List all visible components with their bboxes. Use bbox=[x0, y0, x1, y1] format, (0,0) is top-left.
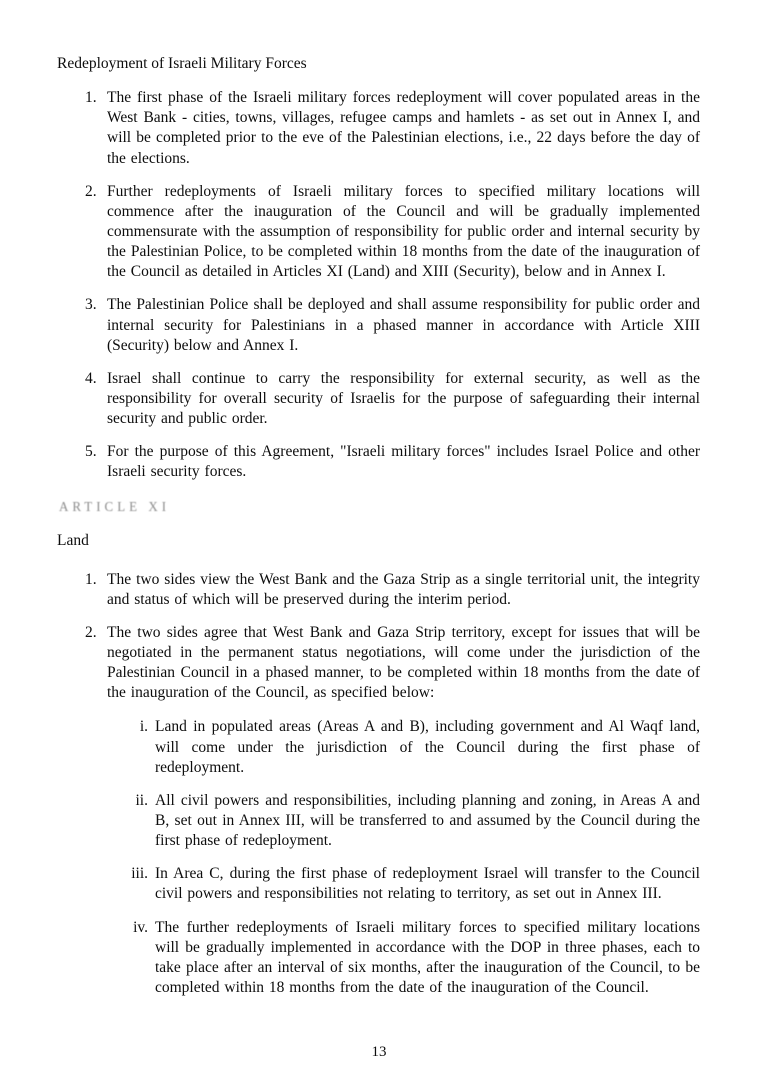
item-number: 1. bbox=[85, 570, 97, 588]
page-number: 13 bbox=[371, 1043, 387, 1060]
land-list bbox=[85, 570, 700, 1012]
item-body bbox=[107, 623, 700, 1011]
subitem-number: iv. bbox=[133, 918, 148, 936]
section-heading-redeployment: Redeployment of Israeli Military Forces bbox=[57, 55, 307, 72]
list-item bbox=[85, 88, 700, 169]
item-number: 2. bbox=[85, 182, 97, 200]
list-item bbox=[85, 623, 700, 1011]
land-sublist bbox=[131, 717, 700, 998]
item-text: The two sides view the West Bank and the Gaza Strip as a single territorial unit, the integrity and status of which will be preserved during the interim period. bbox=[107, 570, 700, 608]
subitem-number: ii. bbox=[135, 791, 148, 809]
item-text: Further redeployments of Israeli military forces to specified military locations will commence after the inauguration of the Council and will be gradually implemented commensurate with the assumption of responsibility for public order and internal security by the Palestinian Police, to be completed within 18 months from the date of the inauguration of the Council as detailed in Articles XI (Land) and XIII (Security), below and in Annex I. bbox=[107, 182, 700, 281]
sub-list-item bbox=[131, 717, 700, 777]
section-heading-land: Land bbox=[57, 532, 89, 550]
sub-list-item bbox=[131, 791, 700, 851]
list-item bbox=[85, 442, 700, 482]
faded-article-heading: ARTICLE XI bbox=[59, 498, 171, 514]
item-text: The first phase of the Israeli military forces redeployment will cover populated areas in the West Bank - cities, towns, villages, refugee camps and hamlets - as set out in Annex I, and will be completed prior to the eve of the Palestinian elections, i.e., 22 days before the day of the elections. bbox=[107, 89, 700, 167]
item-number: 4. bbox=[85, 369, 97, 387]
item-text: For the purpose of this Agreement, "Israeli military forces" includes Israel Police and other Israeli security forces. bbox=[107, 443, 700, 481]
subitem-text: In Area C, during the first phase of redeployment Israel will transfer to the Council civil powers and responsibilities not relating to territory, as set out in Annex III. bbox=[155, 865, 700, 903]
subitem-text: The further redeployments of Israeli military forces to specified military locations will be gradually implemented in accordance with the DOP in three phases, each to take place after an interval of six months, after the inauguration of the Council, to be completed within 18 months from the date of the inauguration of the Council. bbox=[155, 918, 700, 996]
item-text: The Palestinian Police shall be deployed and shall assume responsibility for public order and internal security for Palestinians in a phased manner in accordance with Article XIII (Security) below and Annex I. bbox=[107, 296, 700, 354]
subitem-text: All civil powers and responsibilities, including planning and zoning, in Areas A and B, set out in Annex III, will be transferred to and assumed by the Council during the first phase of redeployment. bbox=[155, 791, 700, 850]
subitem-text: Land in populated areas (Areas A and B), including government and Al Waqf land, will come under the jurisdiction of the Council during the first phase of redeployment. bbox=[155, 718, 700, 776]
item-number: 1. bbox=[85, 89, 97, 107]
redeployment-list bbox=[85, 88, 700, 482]
item-number: 3. bbox=[85, 296, 97, 314]
section-land bbox=[57, 531, 700, 1011]
item-text: The two sides agree that West Bank and Gaza Strip territory, except for issues that will be negotiated in the permanent status negotiations, will come under the jurisdiction of the Palestinian Council in a phased manner, to be completed within 18 months from the date of the inauguration of the Council, as specified below: bbox=[107, 623, 700, 702]
item-number: 2. bbox=[85, 623, 97, 641]
item-text: Israel shall continue to carry the responsibility for external security, as well as the responsibility for overall security of Israelis for the purpose of safeguarding their internal security and public order. bbox=[107, 369, 700, 428]
section-redeployment bbox=[57, 54, 700, 483]
sub-list-item bbox=[131, 864, 700, 904]
item-number: 5. bbox=[85, 443, 97, 461]
list-item bbox=[85, 570, 700, 610]
subitem-number: iii. bbox=[131, 865, 148, 883]
list-item bbox=[85, 295, 700, 355]
subitem-number: i. bbox=[139, 718, 148, 736]
sub-list-item bbox=[131, 918, 700, 999]
list-item bbox=[85, 182, 700, 283]
list-item bbox=[85, 369, 700, 429]
